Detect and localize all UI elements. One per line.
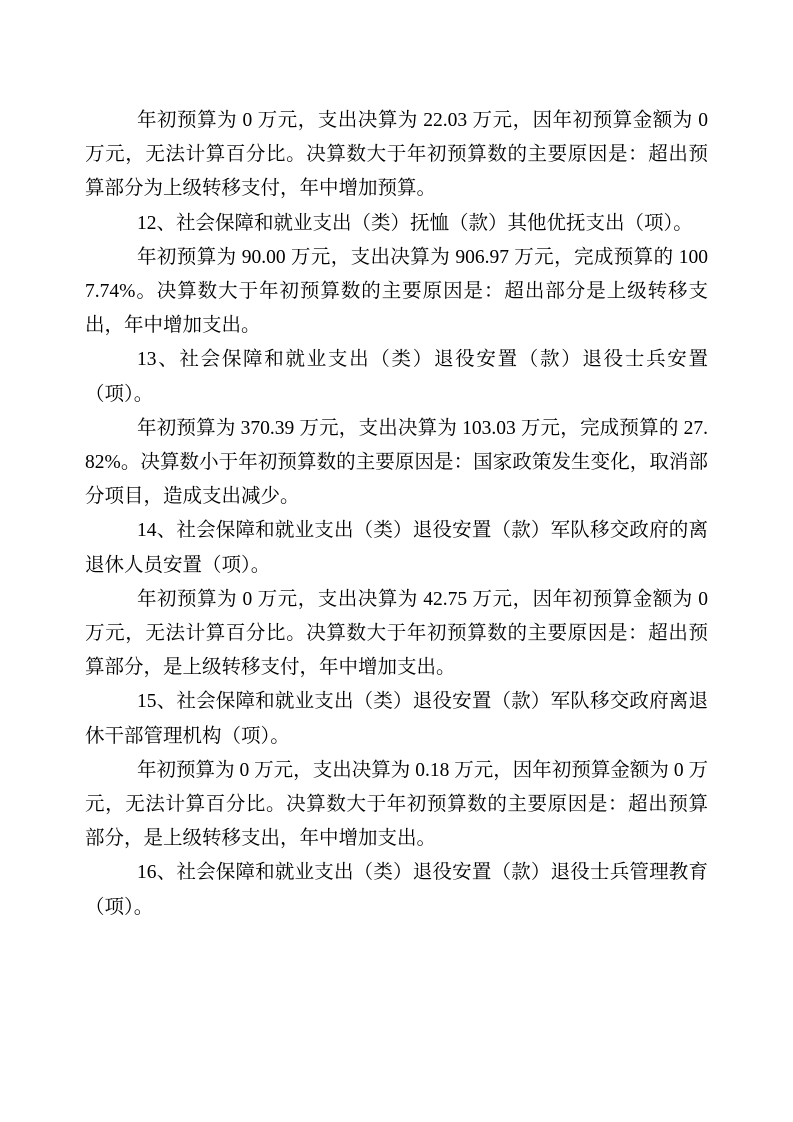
item-heading-paragraph: 12、社会保障和就业支出（类）抚恤（款）其他优抚支出（项）。 [137,212,693,234]
paragraph: 年初预算为 0 万元，支出决算为 42.75 万元，因年初预算金额为 0 万元，无法计算百分比。决算数大于年初预算数的主要原因是：超出预算部分，是上级转移支付，年中增加支出。 [85,588,708,679]
item-heading-paragraph: 13、社会保障和就业支出（类）退役安置（款）退役士兵安置（项）。 [85,349,708,405]
paragraph: 年初预算为 0 万元，支出决算为 0.18 万元，因年初预算金额为 0 万元，无法计算百分比。决算数大于年初预算数的主要原因是：超出预算部分，是上级转移支出，年中增加支出。 [85,759,708,850]
item-heading-paragraph: 15、社会保障和就业支出（类）退役安置（款）军队移交政府离退休干部管理机构（项）。 [85,691,708,747]
item-heading-paragraph: 16、社会保障和就业支出（类）退役安置（款）退役士兵管理教育（项）。 [85,862,708,918]
paragraph: 年初预算为 0 万元，支出决算为 22.03 万元，因年初预算金额为 0 万元，无法计算百分比。决算数大于年初预算数的主要原因是：超出预算部分为上级转移支付，年中增加预算。 [85,110,708,200]
item-heading-paragraph: 14、社会保障和就业支出（类）退役安置（款）军队移交政府的离退休人员安置（项）。 [85,520,708,576]
paragraph: 年初预算为 370.39 万元，支出决算为 103.03 万元，完成预算的 27.82%。决算数小于年初预算数的主要原因是：国家政策发生变化，取消部分项目，造成支出减少。 [85,417,708,508]
document-text-block [85,104,708,925]
paragraph: 年初预算为 90.00 万元，支出决算为 906.97 万元，完成预算的 1007.74%。决算数大于年初预算数的主要原因是：超出部分是上级转移支出，年中增加支出。 [85,246,708,337]
